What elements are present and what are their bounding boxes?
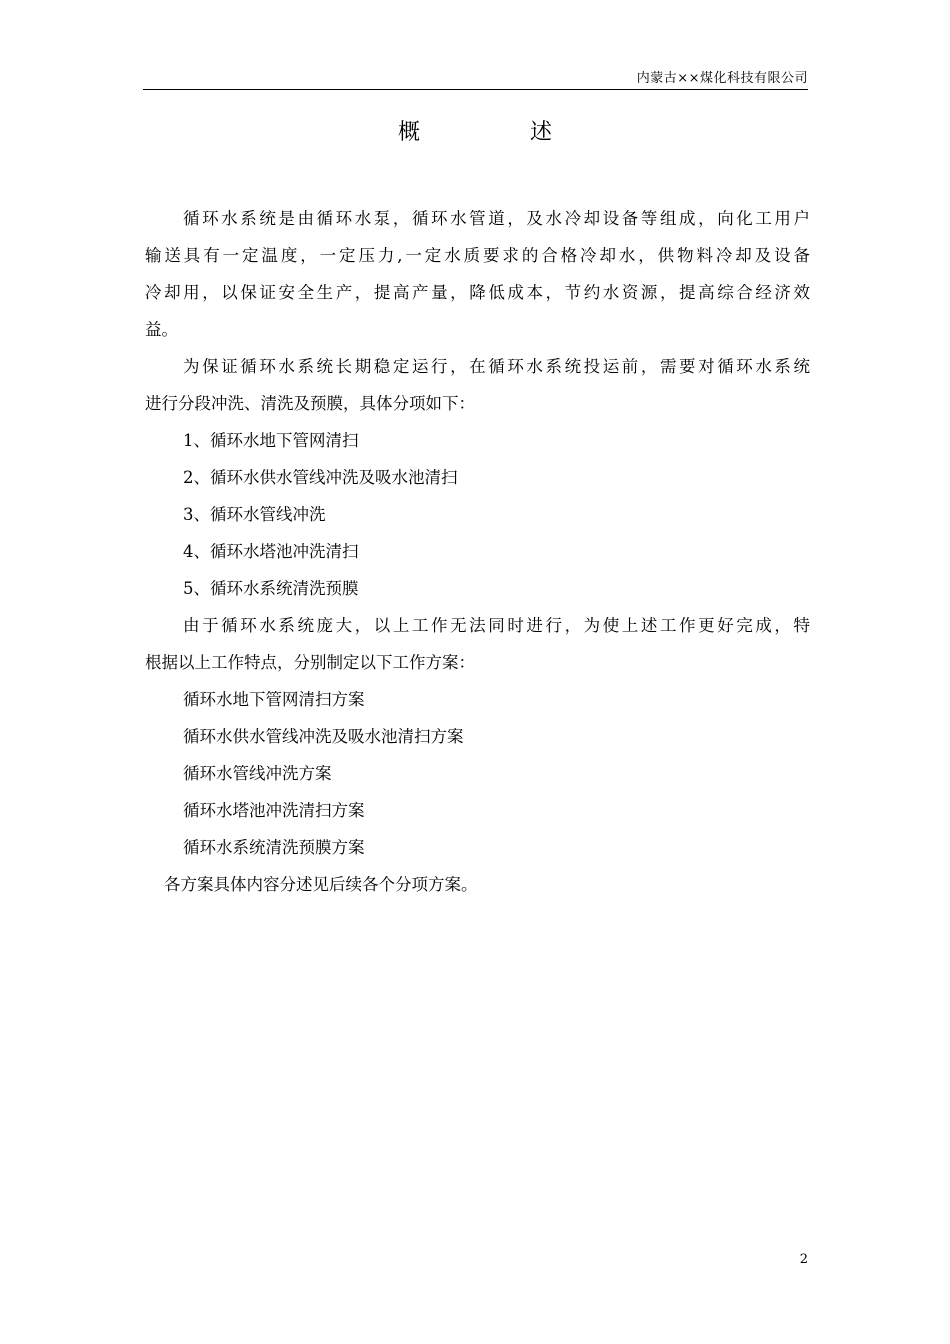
text-line: 进行分段冲洗、清洗及预膜，具体分项如下： [145,394,475,413]
document-body [145,200,810,903]
text-line: 冷却用，以保证安全生产，提高产量，降低成本，节约水资源，提高综合经济效 [145,283,810,302]
text-line: 益。 [145,320,178,339]
paragraph-requirements [145,348,810,422]
text-line: 由于循环水系统庞大，以上工作无法同时进行，为使上述工作更好完成，特 [183,616,810,635]
text-line: 循环水系统是由循环水泵，循环水管道，及水冷却设备等组成，向化工用户 [183,209,810,228]
text-line: 根据以上工作特点，分别制定以下工作方案： [145,653,475,672]
text-line: 输送具有一定温度，一定压力,一定水质要求的合格冷却水，供物料冷却及设备 [145,246,810,265]
closing-line: 各方案具体内容分述见后续各个分项方案。 [164,875,478,894]
page-header [143,70,808,90]
page-number: 2 [799,1252,808,1267]
list-item: 5、循环水系统清洗预膜 [183,579,359,598]
paragraph-intro [145,200,810,348]
plan-list [145,681,810,866]
document-title: 概述 [397,120,662,145]
list-item: 循环水系统清洗预膜方案 [183,838,365,857]
list-item: 3、循环水管线冲洗 [183,505,326,524]
list-item: 4、循环水塔池冲洗清扫 [183,542,359,561]
text-line: 为保证循环水系统长期稳定运行，在循环水系统投运前，需要对循环水系统 [183,357,810,376]
header-company-name: 内蒙古××煤化科技有限公司 [636,71,808,86]
list-item: 循环水供水管线冲洗及吸水池清扫方案 [183,727,464,746]
list-item: 2、循环水供水管线冲洗及吸水池清扫 [183,468,458,487]
list-item: 1、循环水地下管网清扫 [183,431,359,450]
list-item: 循环水地下管网清扫方案 [183,690,365,709]
list-item: 循环水管线冲洗方案 [183,764,332,783]
task-list [145,422,810,607]
list-item: 循环水塔池冲洗清扫方案 [183,801,365,820]
paragraph-plans-intro [145,607,810,681]
header-rule [143,89,808,90]
